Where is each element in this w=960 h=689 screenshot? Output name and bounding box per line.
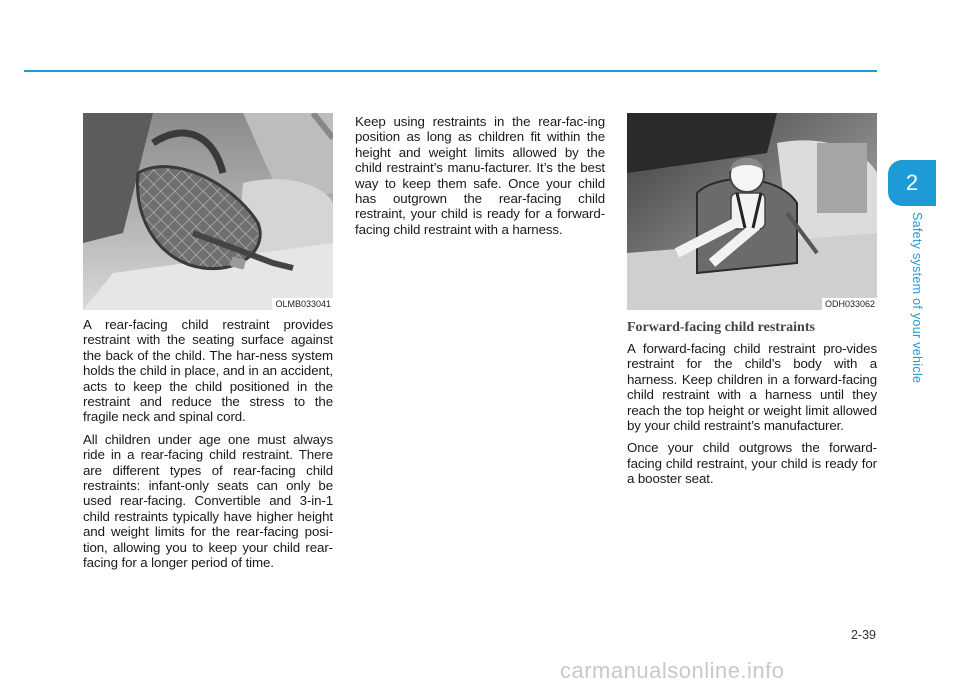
section-heading: Forward-facing child restraints [627, 320, 815, 335]
photo-code: ODH033062 [822, 298, 877, 310]
forward-facing-seat-photo [627, 113, 877, 310]
rear-facing-seat-photo [83, 113, 333, 310]
chapter-number: 2 [905, 170, 919, 195]
paragraph: All children under age one must always ride in a rear-facing child restraint. There are different types of rear-facing child restraints: infant-only seats can only be used rear-facing. Convertible and 3-in-1 child restraints typically have higher height and weight limits for the rear-facing posi-tion, allowing you to keep your child rear-facing for a longer period of time. [83, 431, 333, 571]
left-column [83, 113, 333, 578]
paragraph: A forward-facing child restraint pro-vides restraint for the child’s body with a harness. Keep children in a forward-facing child restraint with a harness until they reach the top height or weight limit allowed by your child restraint’s manufacturer. [627, 341, 877, 434]
paragraph: Once your child outgrows the forward-facing child restraint, your child is ready for a booster seat. [627, 440, 877, 487]
paragraph: A rear-facing child restraint provides restraint with the seating surface against the back of the child. The har-ness system holds the child in place, and in an accident, acts to keep the child positioned in the restraint and reduce the stress to the fragile neck and spinal cord. [83, 317, 333, 425]
photo-code: OLMB033041 [272, 298, 333, 310]
paragraph: Keep using restraints in the rear-fac-ing position as long as children fit within the height and weight limits allowed by the child restraint’s manu-facturer. It’s the best way to keep them safe. Once your child has outgrown the rear-facing child restraint, your child is ready for a forward-facing child restraint with a harness. [355, 114, 605, 237]
watermark: carmanualsonline.info [560, 658, 785, 683]
chapter-tab[interactable] [888, 160, 936, 206]
page-number: 2-39 [850, 628, 876, 642]
middle-column [355, 114, 605, 244]
chapter-title: Safety system of your vehicle [910, 212, 924, 384]
right-column [627, 113, 877, 494]
header-rule [24, 70, 877, 72]
